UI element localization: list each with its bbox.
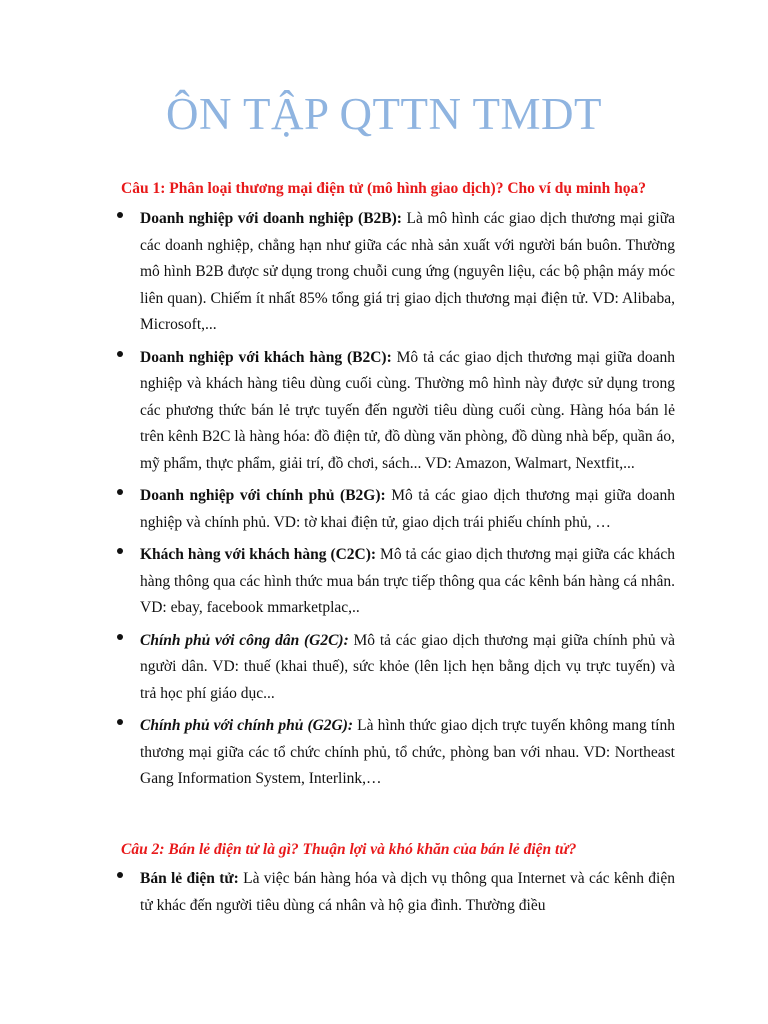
bullet-icon bbox=[117, 351, 123, 357]
desc-b2b: Là mô hình các giao dịch thương mại giữa các doanh nghiệp, chẳng hạn như giữa các nhà sản xuất với người bán buôn. Thường mô hình B2B được sử dụng trong chuỗi cung ứng (nguyên liệu, các bộ phận máy móc liên quan). Chiếm ít nhất 85% tổng giá trị giao dịch thương mại điện tử. VD: Alibaba, Microsoft,... bbox=[140, 210, 675, 333]
term-b2c: Doanh nghiệp với khách hàng (B2C): bbox=[140, 348, 392, 366]
term-b2g: Doanh nghiệp với chính phủ (B2G): bbox=[140, 487, 386, 504]
list-item-b2c bbox=[0, 345, 768, 478]
term-c2c: Khách hàng với khách hàng (C2C): bbox=[140, 546, 377, 563]
desc-g2c: Mô tả các giao dịch thương mại giữa chính phủ và người dân. VD: thuế (khai thuế), sức khỏe (lên lịch hẹn bằng dịch vụ trực tuyến) và trả học phí giáo dục... bbox=[140, 631, 676, 702]
list-item-b2b bbox=[0, 206, 768, 339]
desc-c2c: Mô tả các giao dịch thương mại giữa các khách hàng thông qua các hình thức mua bán trực tiếp thông qua các kênh bán hàng cá nhân. VD: ebay, facebook mmarketplac,.. bbox=[140, 546, 676, 616]
bullet-icon bbox=[117, 634, 123, 640]
bullet-icon bbox=[117, 212, 123, 218]
desc-b2g: Mô tả các giao dịch thương mại giữa doanh nghiệp và chính phủ. VD: tờ khai điện tử, giao dịch trái phiếu chính phủ, … bbox=[140, 487, 675, 531]
list-item-g2c bbox=[0, 628, 768, 708]
question-1-list bbox=[0, 206, 768, 793]
list-item-ban-le bbox=[0, 866, 768, 919]
list-item-b2g bbox=[0, 483, 768, 536]
document-title: ÔN TẬP QTTN TMDT bbox=[166, 89, 602, 139]
term-b2b: Doanh nghiệp với doanh nghiệp (B2B): bbox=[140, 210, 402, 227]
term-ban-le: Bán lẻ điện tử: bbox=[140, 870, 239, 887]
question-2-heading: Câu 2: Bán lẻ điện tử là gì? Thuận lợi và khó khăn của bán lẻ điện tử? bbox=[121, 841, 577, 858]
desc-ban-le: Là việc bán hàng hóa và dịch vụ thông qua Internet và các kênh điện tử khác đến người tiêu dùng cá nhân và hộ gia đình. Thường điều bbox=[140, 870, 675, 914]
term-g2c: Chính phủ với công dân (G2C): bbox=[140, 631, 349, 649]
term-g2g: Chính phủ với chính phủ (G2G): bbox=[140, 717, 354, 734]
bullet-icon bbox=[117, 489, 123, 495]
bullet-icon bbox=[117, 719, 123, 725]
bullet-icon bbox=[117, 872, 123, 878]
question-2-list bbox=[0, 866, 768, 919]
list-item-g2g bbox=[0, 713, 768, 793]
question-1-heading: Câu 1: Phân loại thương mại điện tử (mô hình giao dịch)? Cho ví dụ minh họa? bbox=[121, 180, 647, 197]
list-item-c2c bbox=[0, 542, 768, 622]
desc-g2g: Là hình thức giao dịch trực tuyến không mang tính thương mại giữa các tổ chức chính phủ, tổ chức, phòng ban với nhau. VD: Northeast Gang Information System, Interlink,… bbox=[140, 717, 675, 787]
bullet-icon bbox=[117, 548, 123, 554]
desc-b2c: Mô tả các giao dịch thương mại giữa doanh nghiệp và khách hàng tiêu dùng cuối cùng. Thường mô hình này được sử dụng trong các phương thức bán lẻ trực tuyến đến người tiêu dùng cuối cùng. Hàng hóa bán lẻ trên kênh B2C là hàng hóa: đồ điện tử, đồ dùng văn phòng, đồ dùng nhà bếp, quần áo, mỹ phẩm, thực phẩm, giải trí, đồ chơi, sách... VD: Amazon, Walmart, Nextfit,... bbox=[140, 348, 676, 472]
